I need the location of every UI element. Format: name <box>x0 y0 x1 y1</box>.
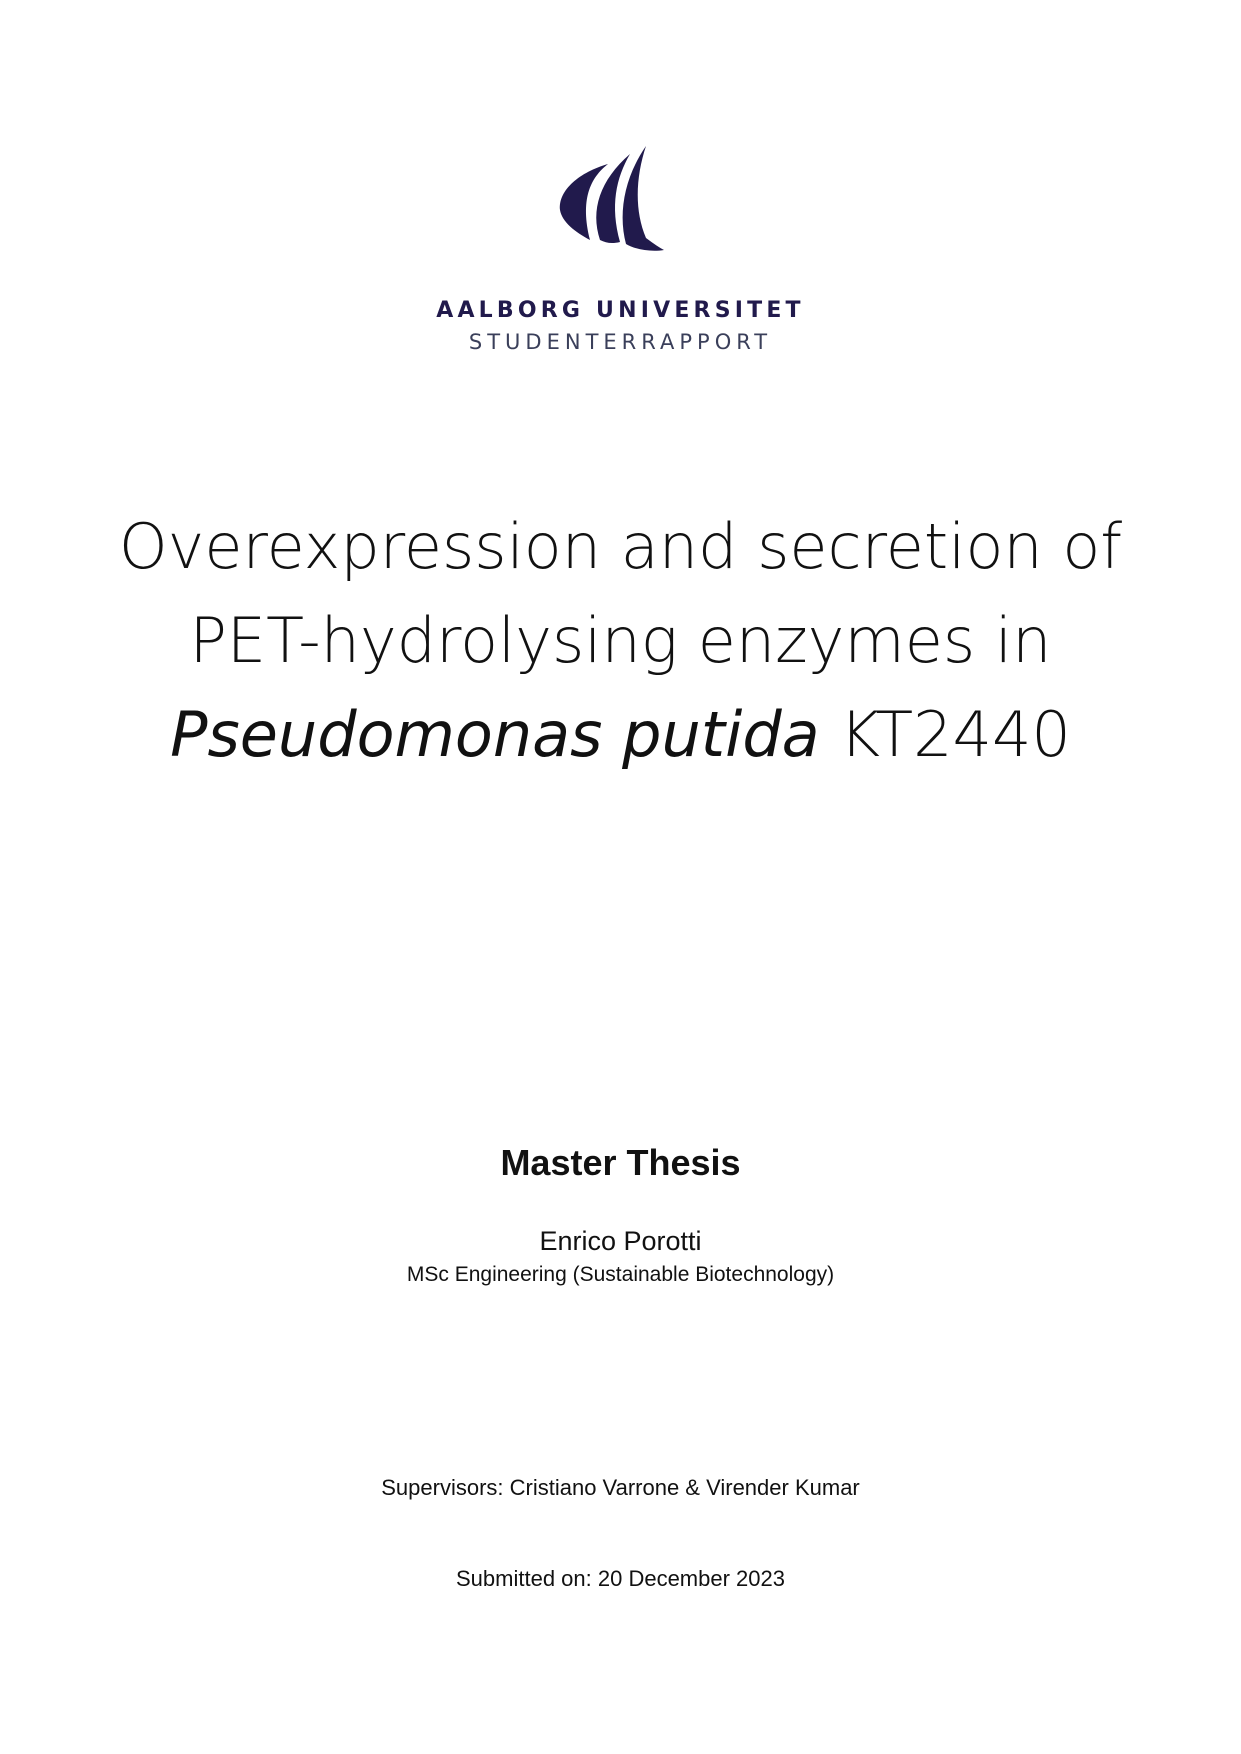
organism-name: Pseudomonas putida <box>170 698 820 771</box>
university-name: AALBORG UNIVERSITET <box>436 298 805 323</box>
degree-program: MSc Engineering (Sustainable Biotechnology) <box>406 1263 835 1286</box>
title-line-1: Overexpression and secretion of <box>118 510 1123 583</box>
report-type-label: STUDENTERRAPPORT <box>468 330 773 354</box>
supervisors: Supervisors: Cristiano Varrone & Virender Kumar <box>381 1475 860 1500</box>
title-line-2: PET-hydrolysing enzymes in <box>189 604 1052 677</box>
strain-name: KT2440 <box>819 698 1071 771</box>
author-name: Enrico Porotti <box>539 1226 702 1256</box>
submission-date: Submitted on: 20 December 2023 <box>456 1566 785 1591</box>
aalborg-university-logo-icon <box>550 140 680 270</box>
title-line-3 <box>60 688 1181 782</box>
document-type: Master Thesis <box>500 1142 741 1183</box>
thesis-title <box>60 500 1181 782</box>
